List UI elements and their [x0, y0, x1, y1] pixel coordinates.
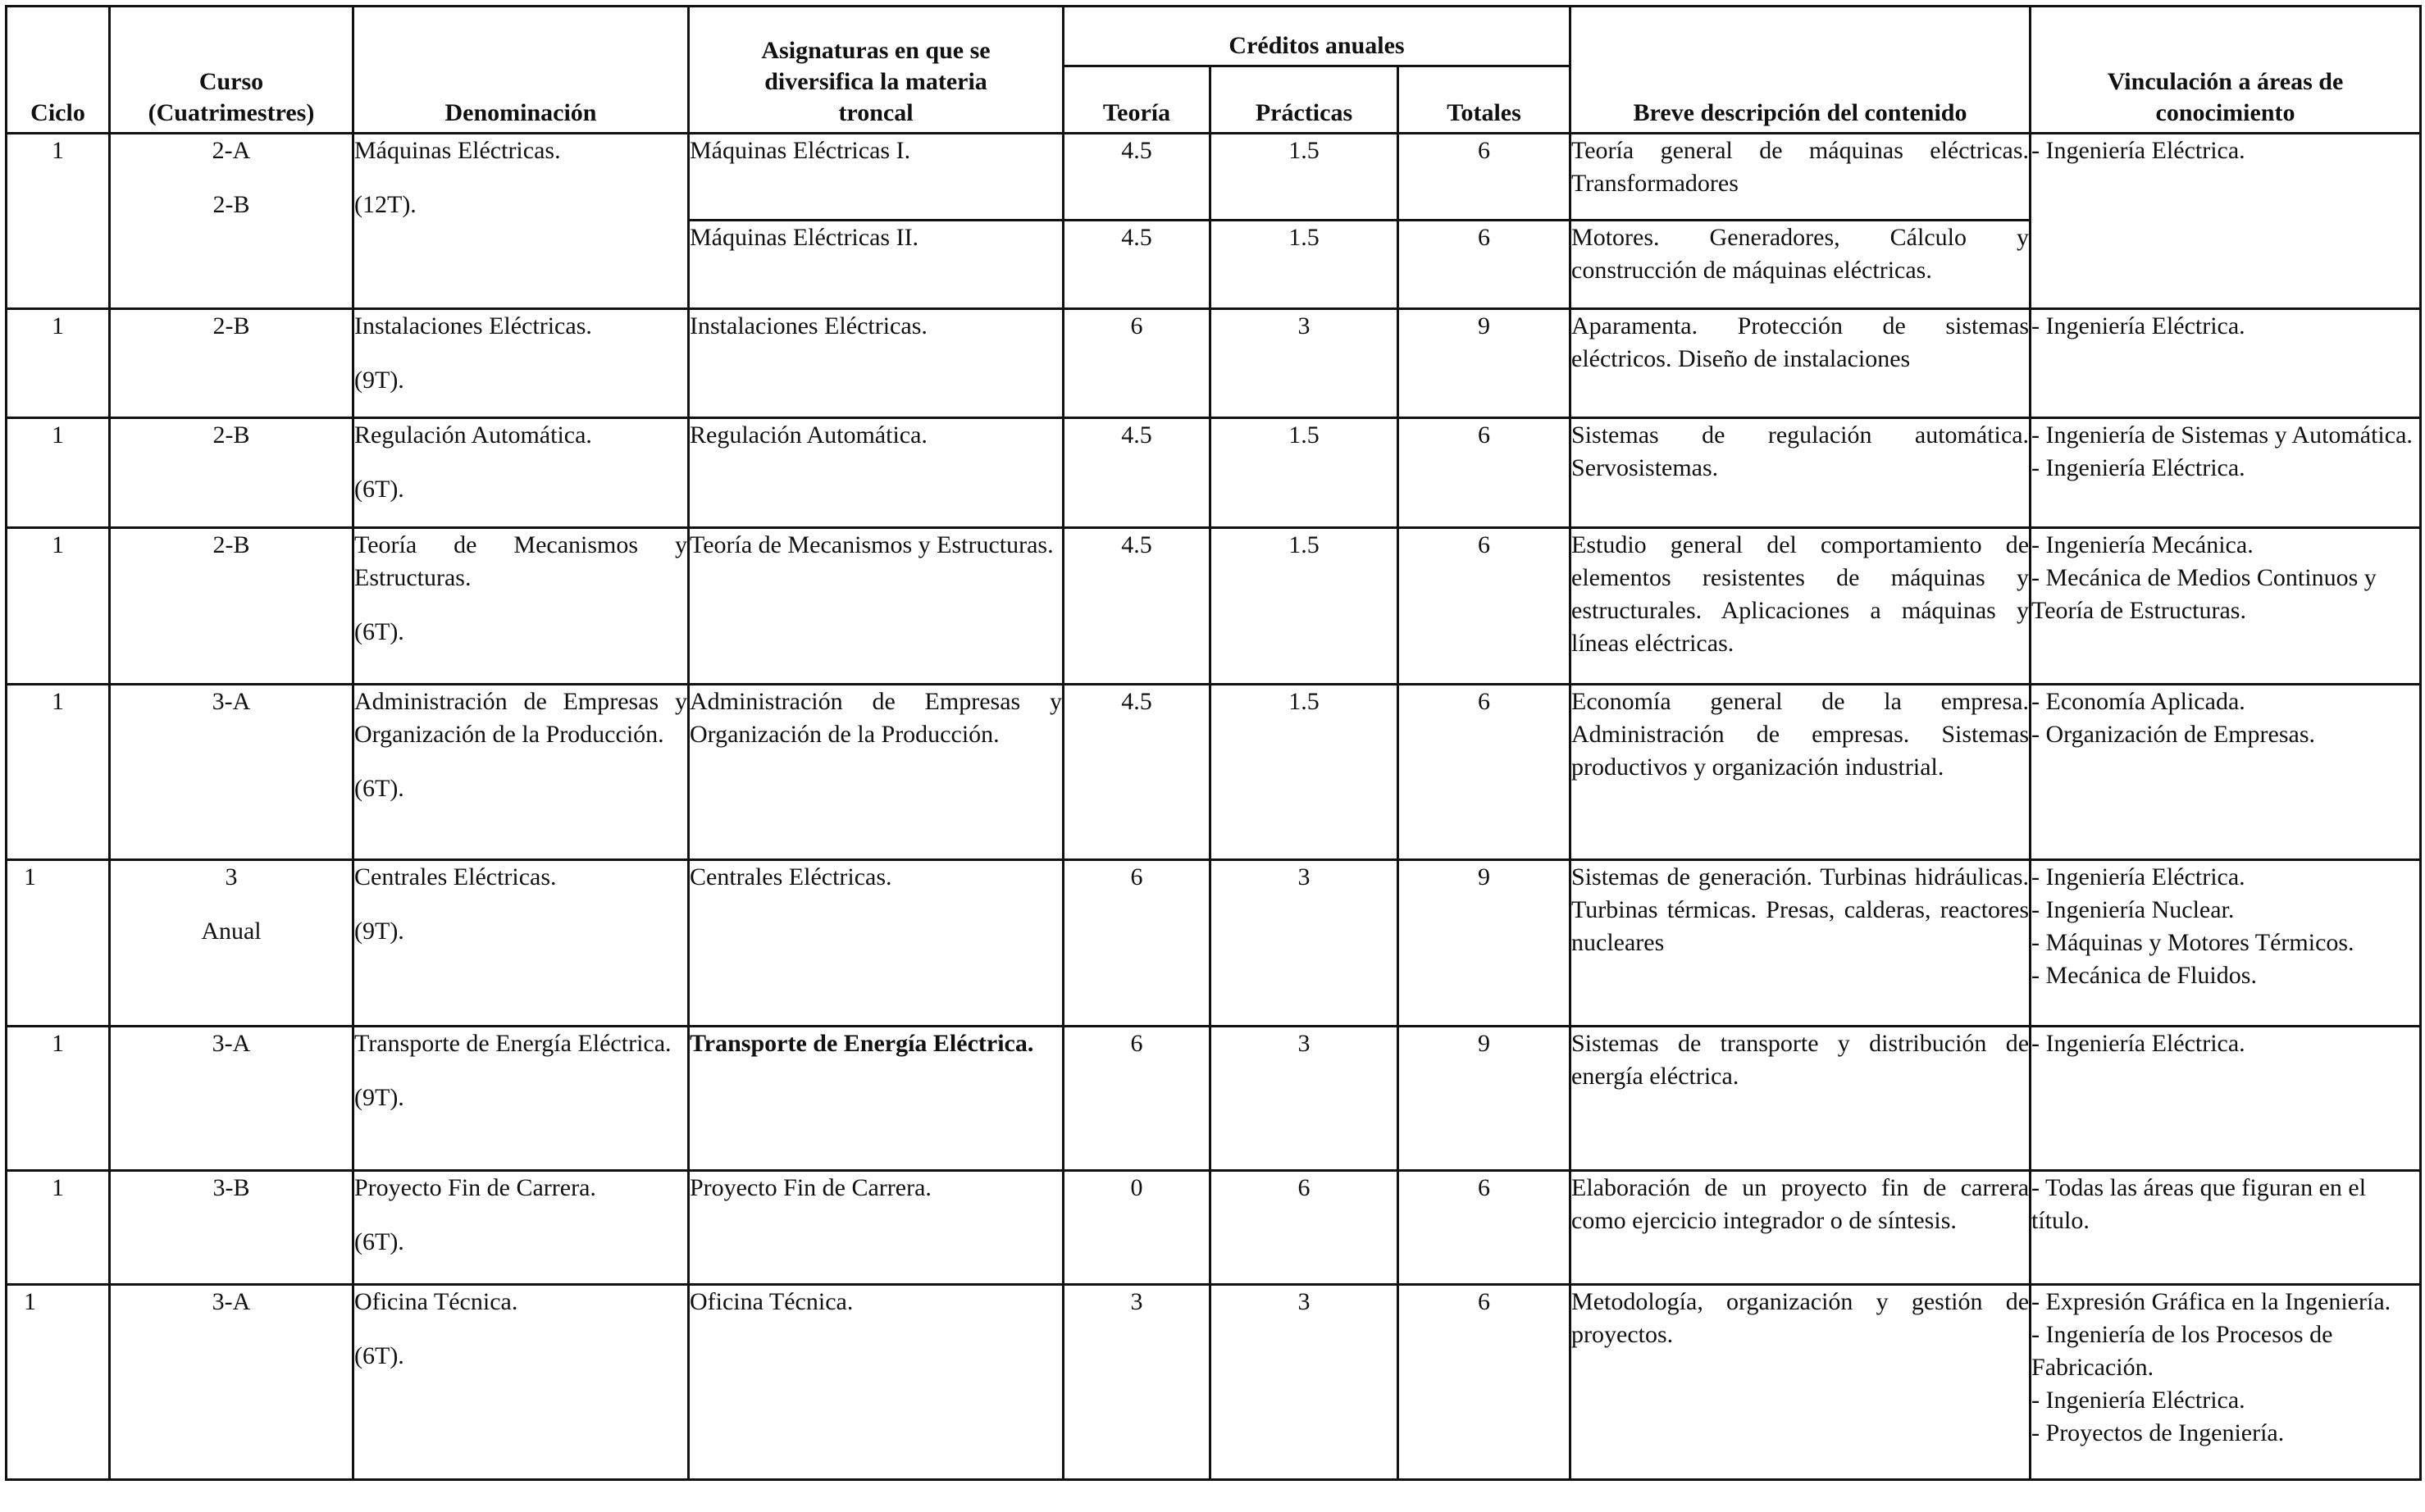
- totales-value: 6: [1478, 137, 1490, 164]
- cell-descripcion: [1570, 1027, 2031, 1171]
- cell-totales: [1398, 528, 1570, 685]
- teoria-value: 3: [1130, 1288, 1143, 1315]
- denominacion-value: Administración de Empresas y Organización de la Producción.: [354, 688, 687, 748]
- descripcion-value: Aparamenta. Protección de sistemas eléctricos. Diseño de instalaciones: [1571, 312, 2030, 372]
- cell-descripcion: [1570, 221, 2031, 309]
- practicas-value: 1.5: [1288, 224, 1320, 251]
- cell-ciclo: [7, 1171, 110, 1285]
- curso-value: 3: [225, 863, 238, 890]
- vinculacion-item: - Ingeniería Eléctrica.: [2031, 863, 2245, 890]
- cell-vinculacion: [2031, 309, 2421, 418]
- ciclo-value: 1: [24, 863, 36, 890]
- denominacion-value: Centrales Eléctricas.: [354, 863, 557, 890]
- cell-denominacion: [353, 528, 689, 685]
- creditos-troncales: (9T).: [354, 918, 404, 945]
- header-creditos: [1064, 7, 1570, 66]
- table-row: [7, 1171, 2421, 1285]
- header-asignaturas: [689, 7, 1064, 134]
- header-asignaturas-line-3: troncal: [838, 99, 914, 126]
- table-row: [7, 528, 2421, 685]
- practicas-value: 1.5: [1288, 421, 1320, 449]
- cell-asignatura: [689, 1027, 1064, 1171]
- cell-vinculacion: [2031, 860, 2421, 1027]
- table-row: [7, 860, 2421, 1027]
- cell-asignatura: [689, 134, 1064, 221]
- practicas-value: 3: [1297, 312, 1311, 339]
- header-vinculacion: [2031, 7, 2421, 134]
- cell-totales: [1398, 685, 1570, 860]
- descripcion-value: Motores. Generadores, Cálculo y construcción de máquinas eléctricas.: [1571, 224, 2030, 284]
- descripcion-value: Metodología, organización y gestión de proyectos.: [1571, 1288, 2030, 1348]
- vinculacion-item: - Ingeniería Eléctrica.: [2031, 137, 2245, 164]
- cell-asignatura: [689, 1171, 1064, 1285]
- totales-value: 6: [1478, 688, 1490, 715]
- cell-practicas: [1210, 134, 1398, 221]
- cell-descripcion: [1570, 309, 2031, 418]
- cell-vinculacion: [2031, 685, 2421, 860]
- cell-descripcion: [1570, 134, 2031, 221]
- descripcion-value: Sistemas de transporte y distribución de energía eléctrica.: [1571, 1030, 2030, 1090]
- cell-denominacion: [353, 309, 689, 418]
- cell-teoria: [1064, 1171, 1210, 1285]
- cell-ciclo: [7, 309, 110, 418]
- totales-value: 9: [1478, 863, 1490, 890]
- creditos-troncales: (6T).: [354, 618, 404, 645]
- descripcion-value: Sistemas de regulación automática. Servosistemas.: [1571, 421, 2030, 481]
- cell-descripcion: [1570, 1285, 2031, 1480]
- asignatura-value: Centrales Eléctricas.: [690, 863, 892, 890]
- cell-ciclo: [7, 860, 110, 1027]
- vinculacion-item: - Ingeniería de los Procesos de Fabricación.: [2031, 1321, 2333, 1381]
- creditos-troncales: (6T).: [354, 476, 404, 503]
- cell-teoria: [1064, 418, 1210, 528]
- cell-practicas: [1210, 1285, 1398, 1480]
- descripcion-value: Estudio general del comportamiento de elementos resistentes de máquinas y estructurales. Aplicaciones a máquinas y líneas eléctricas.: [1571, 531, 2030, 657]
- cell-practicas: [1210, 1171, 1398, 1285]
- header-curso-sublabel: (Cuatrimestres): [148, 99, 315, 126]
- cell-totales: [1398, 1027, 1570, 1171]
- asignatura-value: Transporte de Energía Eléctrica.: [690, 1030, 1034, 1057]
- teoria-value: 6: [1130, 863, 1143, 890]
- cell-teoria: [1064, 134, 1210, 221]
- cell-totales: [1398, 221, 1570, 309]
- cell-ciclo: [7, 1027, 110, 1171]
- cell-curso: [110, 418, 353, 528]
- table-row: [7, 1285, 2421, 1480]
- cell-denominacion: [353, 685, 689, 860]
- header-creditos-label: Créditos anuales: [1228, 32, 1405, 59]
- ciclo-value: 1: [52, 312, 64, 339]
- vinculacion-item: - Ingeniería Eléctrica.: [2031, 312, 2245, 339]
- cell-denominacion: [353, 860, 689, 1027]
- header-ciclo-label: Ciclo: [30, 99, 85, 126]
- cell-curso: [110, 1285, 353, 1480]
- teoria-value: 0: [1130, 1174, 1143, 1201]
- denominacion-value: Transporte de Energía Eléctrica.: [354, 1030, 672, 1057]
- header-curso-label: Curso: [198, 68, 264, 95]
- cell-descripcion: [1570, 418, 2031, 528]
- cell-teoria: [1064, 309, 1210, 418]
- denominacion-value: Proyecto Fin de Carrera.: [354, 1174, 596, 1201]
- cell-descripcion: [1570, 528, 2031, 685]
- ciclo-value: 1: [52, 137, 64, 164]
- table-row: [7, 309, 2421, 418]
- header-asignaturas-line-2: diversifica la materia: [764, 68, 987, 95]
- vinculacion-item: - Ingeniería Mecánica.: [2031, 531, 2254, 558]
- cell-curso: [110, 860, 353, 1027]
- header-teoria: [1064, 66, 1210, 134]
- cell-totales: [1398, 1285, 1570, 1480]
- denominacion-value: Instalaciones Eléctricas.: [354, 312, 592, 339]
- denominacion-value: Oficina Técnica.: [354, 1288, 518, 1315]
- cell-totales: [1398, 309, 1570, 418]
- totales-value: 6: [1478, 224, 1490, 251]
- header-asignaturas-line-1: Asignaturas en que se: [761, 37, 991, 64]
- ciclo-value: 1: [52, 1030, 64, 1057]
- vinculacion-item: - Todas las áreas que figuran en el título.: [2031, 1174, 2367, 1234]
- header-practicas-label: Prácticas: [1255, 99, 1353, 126]
- practicas-value: 3: [1297, 1030, 1311, 1057]
- curso-value-2: 2-B: [212, 191, 250, 218]
- cell-teoria: [1064, 860, 1210, 1027]
- totales-value: 9: [1478, 1030, 1490, 1057]
- cell-vinculacion: [2031, 528, 2421, 685]
- vinculacion-item: - Ingeniería Nuclear.: [2031, 896, 2235, 923]
- cell-ciclo: [7, 134, 110, 309]
- creditos-troncales: (6T).: [354, 775, 404, 802]
- teoria-value: 4.5: [1121, 531, 1152, 558]
- curso-value: 3-B: [212, 1174, 250, 1201]
- cell-denominacion: [353, 134, 689, 309]
- cell-practicas: [1210, 309, 1398, 418]
- cell-teoria: [1064, 685, 1210, 860]
- vinculacion-item: - Organización de Empresas.: [2031, 721, 2315, 748]
- totales-value: 6: [1478, 531, 1490, 558]
- curso-value: 2-A: [212, 137, 251, 164]
- vinculacion-item: - Economía Aplicada.: [2031, 688, 2245, 715]
- cell-teoria: [1064, 1027, 1210, 1171]
- creditos-troncales: (12T).: [354, 191, 417, 218]
- cell-descripcion: [1570, 860, 2031, 1027]
- ciclo-value: 1: [52, 1174, 64, 1201]
- descripcion-value: Elaboración de un proyecto fin de carrera como ejercicio integrador o de síntesis.: [1571, 1174, 2030, 1234]
- cell-descripcion: [1570, 685, 2031, 860]
- curso-value: 3-A: [212, 1288, 251, 1315]
- cell-totales: [1398, 860, 1570, 1027]
- cell-totales: [1398, 418, 1570, 528]
- cell-vinculacion: [2031, 1027, 2421, 1171]
- cell-practicas: [1210, 221, 1398, 309]
- ciclo-value: 1: [52, 531, 64, 558]
- table-row: [7, 134, 2421, 221]
- asignatura-value: Proyecto Fin de Carrera.: [690, 1174, 932, 1201]
- denominacion-value: Regulación Automática.: [354, 421, 592, 449]
- asignatura-value: Instalaciones Eléctricas.: [690, 312, 928, 339]
- cell-curso: [110, 134, 353, 309]
- teoria-value: 6: [1130, 1030, 1143, 1057]
- header-denominacion-label: Denominación: [444, 99, 597, 126]
- cell-vinculacion: [2031, 1285, 2421, 1480]
- table-row: [7, 1027, 2421, 1171]
- vinculacion-item: - Ingeniería Eléctrica.: [2031, 1030, 2245, 1057]
- cell-teoria: [1064, 528, 1210, 685]
- cell-ciclo: [7, 528, 110, 685]
- header-teoria-label: Teoría: [1102, 99, 1171, 126]
- cell-asignatura: [689, 1285, 1064, 1480]
- vinculacion-item: - Ingeniería de Sistemas y Automática.: [2031, 421, 2413, 449]
- denominacion-value: Teoría de Mecanismos y Estructuras.: [354, 531, 687, 591]
- header-denominacion: [353, 7, 689, 134]
- curso-value: 2-B: [212, 531, 250, 558]
- header-vinculacion-line-1: Vinculación a áreas de: [2107, 68, 2344, 95]
- header-practicas: [1210, 66, 1398, 134]
- teoria-value: 4.5: [1121, 224, 1152, 251]
- vinculacion-item: - Ingeniería Eléctrica.: [2031, 454, 2245, 481]
- curso-value: 2-B: [212, 421, 250, 449]
- totales-value: 6: [1478, 1288, 1490, 1315]
- curso-value: 3-A: [212, 1030, 251, 1057]
- cell-ciclo: [7, 418, 110, 528]
- vinculacion-item: - Mecánica de Fluidos.: [2031, 962, 2257, 989]
- vinculacion-item: - Mecánica de Medios Continuos y Teoría de Estructuras.: [2031, 564, 2377, 624]
- creditos-troncales: (6T).: [354, 1342, 404, 1369]
- cell-curso: [110, 528, 353, 685]
- header-curso: [110, 7, 353, 134]
- ciclo-value: 1: [52, 688, 64, 715]
- cell-totales: [1398, 134, 1570, 221]
- header-descripcion-label: Breve descripción del contenido: [1633, 99, 1967, 126]
- cell-curso: [110, 1171, 353, 1285]
- cell-denominacion: [353, 1027, 689, 1171]
- totales-value: 9: [1478, 312, 1490, 339]
- ciclo-value: 1: [52, 421, 64, 449]
- cell-teoria: [1064, 221, 1210, 309]
- cell-descripcion: [1570, 1171, 2031, 1285]
- denominacion-value: Máquinas Eléctricas.: [354, 137, 561, 164]
- practicas-value: 1.5: [1288, 531, 1320, 558]
- troncales-table: [5, 5, 2422, 1481]
- cell-curso: [110, 1027, 353, 1171]
- header-totales: [1398, 66, 1570, 134]
- header-ciclo: [7, 7, 110, 134]
- cell-curso: [110, 685, 353, 860]
- cell-practicas: [1210, 418, 1398, 528]
- descripcion-value: Economía general de la empresa. Administración de empresas. Sistemas productivos y organización industrial.: [1571, 688, 2030, 781]
- cell-practicas: [1210, 1027, 1398, 1171]
- cell-practicas: [1210, 860, 1398, 1027]
- descripcion-value: Teoría general de máquinas eléctricas. Transformadores: [1571, 137, 2030, 197]
- header-totales-label: Totales: [1447, 99, 1521, 126]
- creditos-troncales: (9T).: [354, 1084, 404, 1111]
- cell-asignatura: [689, 418, 1064, 528]
- asignatura-value: Administración de Empresas y Organización de la Producción.: [690, 688, 1062, 748]
- cell-asignatura: [689, 528, 1064, 685]
- cell-denominacion: [353, 1171, 689, 1285]
- totales-value: 6: [1478, 1174, 1490, 1201]
- table-row: [7, 685, 2421, 860]
- practicas-value: 1.5: [1288, 137, 1320, 164]
- vinculacion-item: - Ingeniería Eléctrica.: [2031, 1387, 2245, 1414]
- practicas-value: 1.5: [1288, 688, 1320, 715]
- asignatura-value: Teoría de Mecanismos y Estructuras.: [690, 531, 1054, 558]
- teoria-value: 4.5: [1121, 688, 1152, 715]
- cell-ciclo: [7, 1285, 110, 1480]
- cell-teoria: [1064, 1285, 1210, 1480]
- curso-value: 3-A: [212, 688, 251, 715]
- table-row: [7, 418, 2421, 528]
- header-vinculacion-line-2: conocimiento: [2155, 99, 2295, 126]
- vinculacion-item: - Máquinas y Motores Térmicos.: [2031, 929, 2354, 956]
- practicas-value: 3: [1297, 1288, 1311, 1315]
- cell-denominacion: [353, 418, 689, 528]
- teoria-value: 4.5: [1121, 421, 1152, 449]
- cell-vinculacion: [2031, 418, 2421, 528]
- cell-asignatura: [689, 685, 1064, 860]
- cell-practicas: [1210, 685, 1398, 860]
- cell-denominacion: [353, 1285, 689, 1480]
- teoria-value: 4.5: [1121, 137, 1152, 164]
- creditos-troncales: (9T).: [354, 367, 404, 394]
- header-descripcion: [1570, 7, 2031, 134]
- practicas-value: 3: [1297, 863, 1311, 890]
- totales-value: 6: [1478, 421, 1490, 449]
- asignatura-value: Regulación Automática.: [690, 421, 928, 449]
- descripcion-value: Sistemas de generación. Turbinas hidráulicas. Turbinas térmicas. Presas, calderas, reactores nucleares: [1571, 863, 2030, 956]
- asignatura-value: Máquinas Eléctricas I.: [690, 137, 911, 164]
- cell-practicas: [1210, 528, 1398, 685]
- teoria-value: 6: [1130, 312, 1143, 339]
- creditos-troncales: (6T).: [354, 1228, 404, 1255]
- vinculacion-item: - Expresión Gráfica en la Ingeniería.: [2031, 1288, 2391, 1315]
- ciclo-value: 1: [24, 1288, 36, 1315]
- cell-asignatura: [689, 860, 1064, 1027]
- asignatura-value: Oficina Técnica.: [690, 1288, 854, 1315]
- cell-curso: [110, 309, 353, 418]
- cell-totales: [1398, 1171, 1570, 1285]
- vinculacion-item: - Proyectos de Ingeniería.: [2031, 1419, 2285, 1446]
- practicas-value: 6: [1297, 1174, 1311, 1201]
- curso-value: 2-B: [212, 312, 250, 339]
- cell-vinculacion: [2031, 134, 2421, 309]
- asignatura-value: Máquinas Eléctricas II.: [690, 224, 919, 251]
- curso-value-2: Anual: [201, 918, 262, 945]
- cell-vinculacion: [2031, 1171, 2421, 1285]
- cell-asignatura: [689, 221, 1064, 309]
- cell-ciclo: [7, 685, 110, 860]
- cell-asignatura: [689, 309, 1064, 418]
